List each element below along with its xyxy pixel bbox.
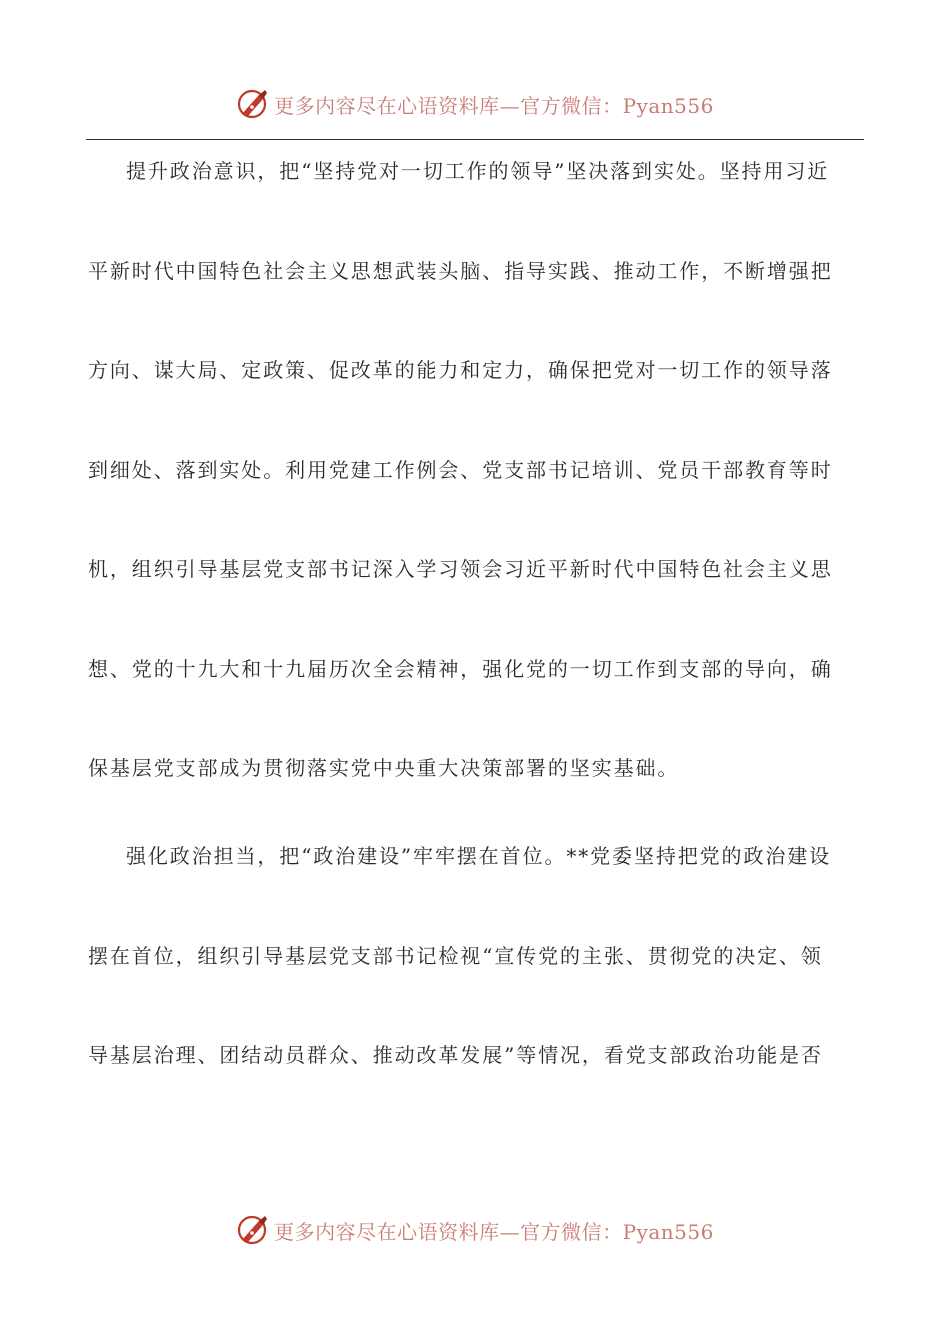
- watermark-text: 更多内容尽在心语资料库—官方微信：Pyan556: [274, 1219, 714, 1244]
- text-line: 强化政治担当，把“政治建设”牢牢摆在首位。**党委坚持把党的政治建设: [126, 844, 832, 868]
- text-line: 平新时代中国特色社会主义思想武装头脑、指导实践、推动工作，不断增强把: [88, 259, 833, 283]
- header-divider: [86, 139, 864, 140]
- footer-watermark: [0, 1210, 950, 1250]
- text-line: 保基层党支部成为贯彻落实党中央重大决策部署的坚实基础。: [88, 756, 680, 780]
- text-line: 机，组织引导基层党支部书记深入学习领会习近平新时代中国特色社会主义思: [88, 557, 833, 581]
- text-line: 导基层治理、团结动员群众、推动改革发展”等情况，看党支部政治功能是否: [88, 1043, 823, 1067]
- text-line: 提升政治意识，把“坚持党对一切工作的领导”坚决落到实处。坚持用习近: [126, 159, 830, 183]
- text-line: 想、党的十九大和十九届历次全会精神，强化党的一切工作到支部的导向，确: [88, 657, 833, 681]
- text-line: 到细处、落到实处。利用党建工作例会、党支部书记培训、党员干部教育等时: [88, 458, 833, 482]
- watermark-text: 更多内容尽在心语资料库—官方微信：Pyan556: [274, 93, 714, 118]
- text-line: 方向、谋大局、定政策、促改革的能力和定力，确保把党对一切工作的领导落: [88, 358, 833, 382]
- pen-nib-icon: [236, 1213, 270, 1247]
- pen-nib-icon: [236, 87, 270, 121]
- header-watermark: [0, 84, 950, 124]
- text-line: 摆在首位，组织引导基层党支部书记检视“宣传党的主张、贯彻党的决定、领: [88, 944, 823, 968]
